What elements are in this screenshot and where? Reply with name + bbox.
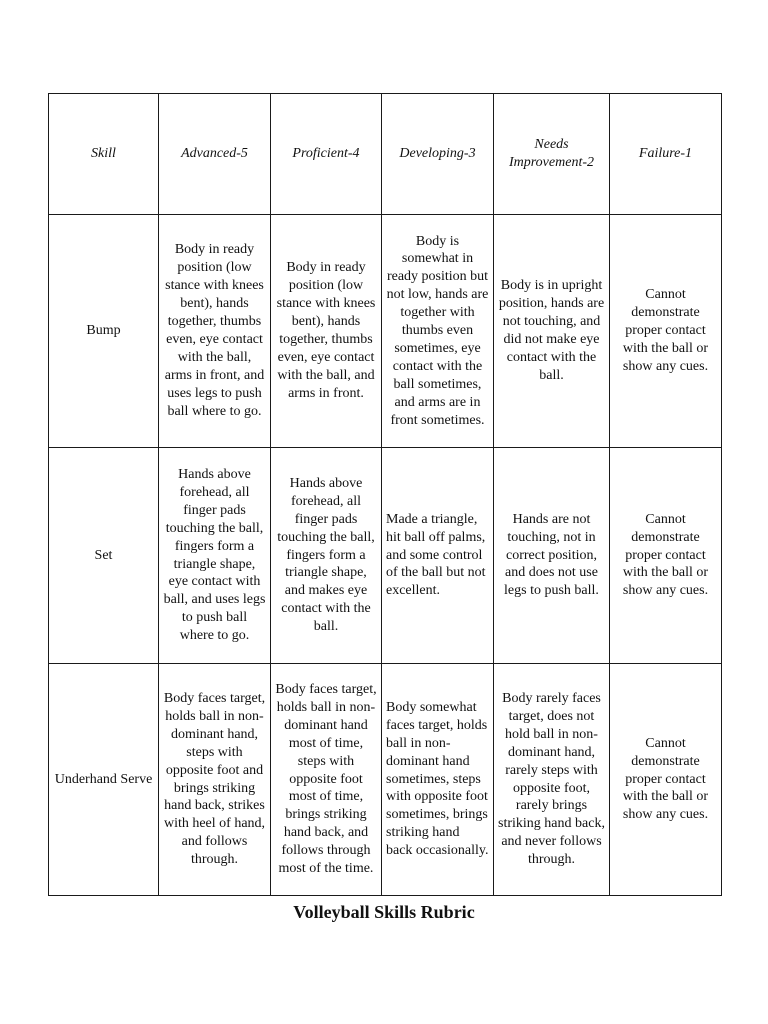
skill-cell-set: Set <box>49 448 159 664</box>
advanced-cell-set: Hands above forehead, all finger pads touching the ball, fingers form a triangle shape, eye contact with ball, and uses legs to push ball where to go. <box>159 448 271 664</box>
failure-cell-bump: Cannot demonstrate proper contact with the ball or show any cues. <box>610 215 722 448</box>
needs-improvement-cell-underhand-serve: Body rarely faces target, does not hold ball in non-dominant hand, rarely steps with opposite foot, rarely brings striking hand back, and never follows through. <box>494 664 610 896</box>
developing-cell-underhand-serve: Body somewhat faces target, holds ball in non-dominant hand sometimes, steps with opposite foot sometimes, brings striking hand back occasionally. <box>382 664 494 896</box>
header-failure: Failure-1 <box>610 94 722 215</box>
header-advanced: Advanced-5 <box>159 94 271 215</box>
developing-cell-set: Made a triangle, hit ball off palms, and some control of the ball but not excellent. <box>382 448 494 664</box>
failure-cell-set: Cannot demonstrate proper contact with the ball or show any cues. <box>610 448 722 664</box>
table-caption: Volleyball Skills Rubric <box>293 902 475 922</box>
skill-cell-underhand-serve: Underhand Serve <box>49 664 159 896</box>
needs-improvement-cell-set: Hands are not touching, not in correct position, and does not use legs to push ball. <box>494 448 610 664</box>
proficient-cell-set: Hands above forehead, all finger pads touching the ball, fingers form a triangle shape, and makes eye contact with the ball. <box>271 448 382 664</box>
skill-cell-bump: Bump <box>49 215 159 448</box>
proficient-cell-underhand-serve: Body faces target, holds ball in non-dominant hand most of time, steps with opposite foot most of time, brings striking hand back, and follows through most of the time. <box>271 664 382 896</box>
header-row <box>49 94 722 215</box>
advanced-cell-underhand-serve: Body faces target, holds ball in non-dominant hand, steps with opposite foot and brings striking hand back, strikes with heel of hand, and follows through. <box>159 664 271 896</box>
advanced-cell-bump: Body in ready position (low stance with knees bent), hands together, thumbs even, eye contact with the ball, arms in front, and uses legs to push ball where to go. <box>159 215 271 448</box>
table-row-bump <box>49 215 722 448</box>
needs-improvement-cell-bump: Body is in upright position, hands are not touching, and did not make eye contact with the ball. <box>494 215 610 448</box>
header-skill: Skill <box>49 94 159 215</box>
header-proficient: Proficient-4 <box>271 94 382 215</box>
rubric-table <box>48 93 722 896</box>
header-developing: Developing-3 <box>382 94 494 215</box>
proficient-cell-bump: Body in ready position (low stance with knees bent), hands together, thumbs even, eye contact with the ball, and arms in front. <box>271 215 382 448</box>
table-row-set <box>49 448 722 664</box>
failure-cell-underhand-serve: Cannot demonstrate proper contact with the ball or show any cues. <box>610 664 722 896</box>
header-needs-improvement: Needs Improvement-2 <box>494 94 610 215</box>
table-row-underhand-serve <box>49 664 722 896</box>
developing-cell-bump: Body is somewhat in ready position but not low, hands are together with thumbs even sometimes, eye contact with the ball sometimes, and arms are in front sometimes. <box>382 215 494 448</box>
